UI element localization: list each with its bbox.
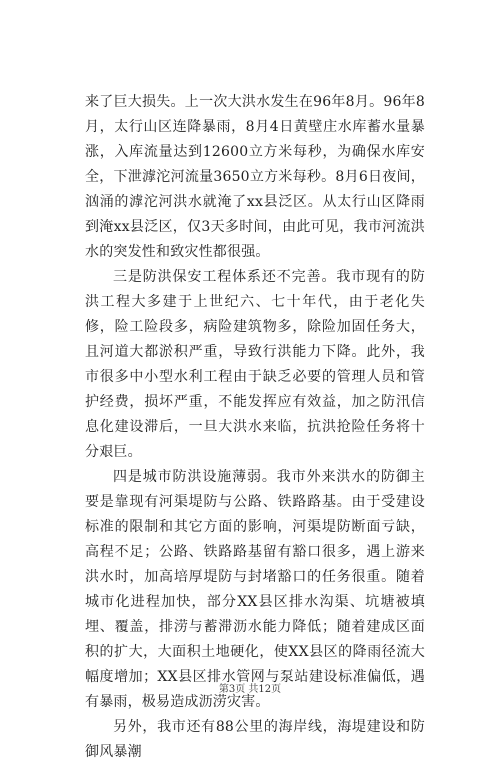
paragraph-loss-history: 来了巨大损失。上一次大洪水发生在96年8月。96年8月，太行山区连降暴雨，8月4日黄壁庄水库蓄水量暴涨，入库流量达到12600立方米每秒，为确保水库安全，下泄滹沱河流量3650立方米每秒。8月6日夜间，汹涌的滹沱河洪水就淹了xx县泛区。从太行山区降雨到淹xx县泛区，仅3天多时间，由此可见，我市河流洪水的突发性和致灾性都很强。 [85, 94, 425, 260]
paragraph-city-flood-facilities: 四是城市防洪设施薄弱。我市外来洪水的防御主要是靠现有河渠堤防与公路、铁路路基。由于受建设标准的限制和其它方面的影响，河渠堤防断面亏缺，高程不足；公路、铁路路基留有豁口很多，遇上游来洪水时，加高培厚堤防与封堵豁口的任务很重。随着城市化进程加快，部分XX县区排水沟渠、坑塘被填埋、覆盖，排涝与蓄滞沥水能力降低；随着建成区面积的扩大，大面积土地硬化，使XX县区的降雨径流大幅度增加；XX县区排水管网与泵站建设标准偏低，遇有暴雨，极易造成沥涝灾害。 [85, 469, 425, 710]
page-number-footer: 第3页 共12页 [218, 684, 282, 695]
paragraph-coastline: 另外，我市还有88公里的海岸线，海堤建设和防御风暴潮 [85, 719, 425, 760]
paragraph-flood-engineering: 三是防洪保安工程体系还不完善。我市现有的防洪工程大多建于上世纪六、七十年代，由于老化失修，险工险段多，病险建筑物多，除险加固任务大，且河道大都淤积严重，导致行洪能力下降。此外，我市很多中小型水利工程由于缺乏必要的管理人员和管护经费，损坏严重，不能发挥应有效益，加之防汛信息化建设滞后，一旦大洪水来临，抗洪抢险任务将十分艰巨。 [85, 269, 425, 460]
document-body [85, 90, 425, 765]
